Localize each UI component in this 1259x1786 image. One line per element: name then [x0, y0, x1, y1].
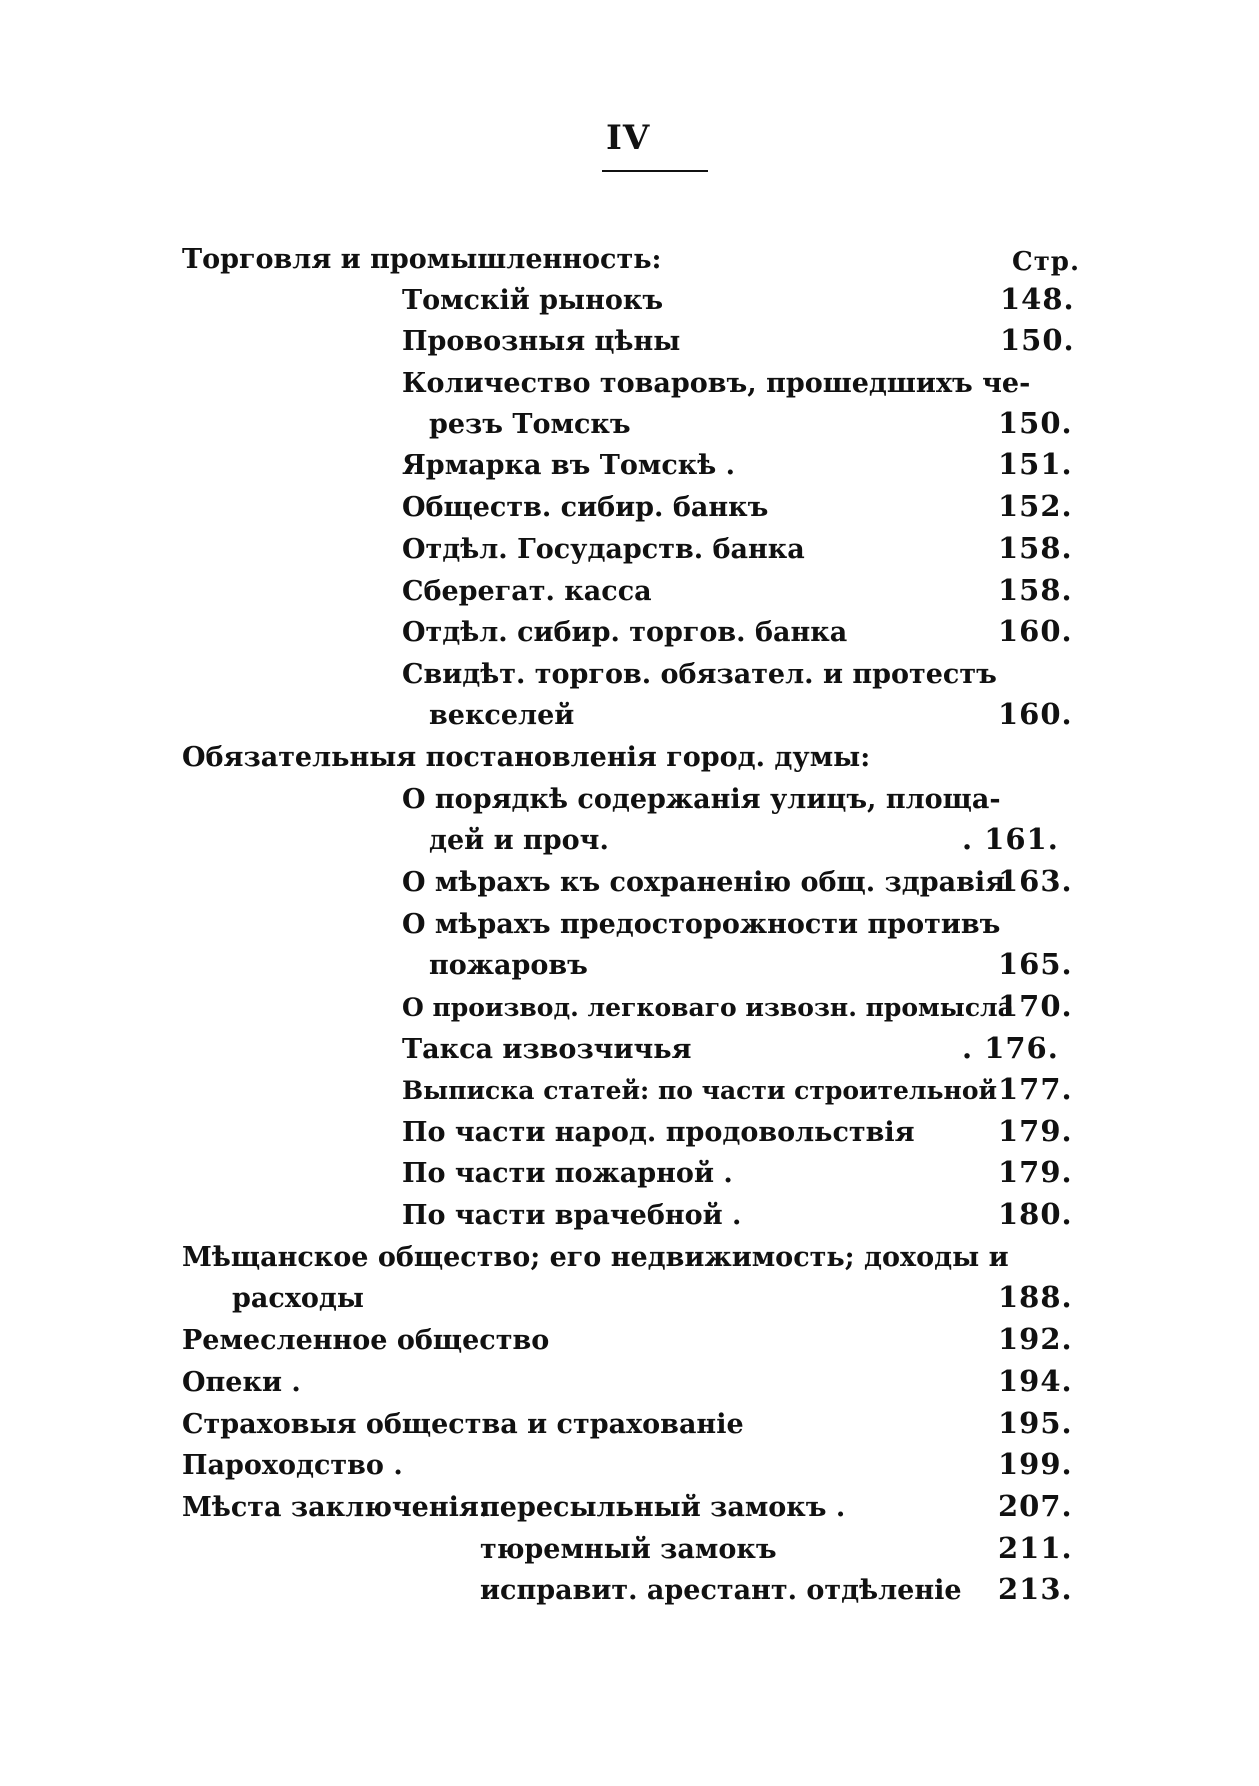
- toc-entry-page: 148.: [1000, 282, 1075, 316]
- toc-entry-text-cont: расходы: [232, 1283, 364, 1314]
- toc-entry-page: 211.: [998, 1531, 1073, 1565]
- toc-entry-text: По части народ. продовольствія: [402, 1117, 915, 1148]
- toc-entry-page: 177.: [998, 1072, 1073, 1106]
- toc-entry-page: 170.: [998, 989, 1073, 1023]
- toc-entry-page: 163.: [998, 864, 1073, 898]
- toc-entry-page: 158.: [998, 573, 1073, 607]
- toc-entry-page: 194.: [998, 1364, 1073, 1398]
- toc-entry-text: По части врачебной .: [402, 1200, 742, 1231]
- toc-entry-text: Ярмарка въ Томскѣ .: [402, 450, 736, 481]
- toc-entry-text: Пароходство .: [182, 1450, 403, 1481]
- toc-entry-text-cont: пожаровъ: [429, 950, 588, 981]
- toc-entry-text-cont: векселей: [429, 700, 575, 731]
- page-number-rule: [602, 170, 708, 172]
- toc-entry-text: Свидѣт. торгов. обязател. и протестъ: [402, 659, 997, 690]
- toc-entry-text: Опеки .: [182, 1367, 301, 1398]
- toc-entry-page: 150.: [1000, 323, 1075, 357]
- toc-entry-text: О порядкѣ содержанія улицъ, площа-: [402, 784, 1001, 815]
- toc-entry-page: . 176.: [962, 1031, 1059, 1065]
- toc-entry-text: Страховыя общества и страхованіе: [182, 1409, 744, 1440]
- toc-entry-page: 179.: [998, 1155, 1073, 1189]
- toc-entry-page: 195.: [998, 1406, 1073, 1440]
- toc-entry-text: По части пожарной .: [402, 1158, 733, 1189]
- toc-entry-page: 152.: [998, 489, 1073, 523]
- toc-entry-text: Провозныя цѣны: [402, 326, 681, 357]
- toc-entry-text: Отдѣл. Государств. банка: [402, 534, 805, 565]
- toc-entry-text: тюремный замокъ: [480, 1534, 777, 1565]
- toc-entry-text: Томскій рынокъ: [402, 285, 664, 316]
- toc-entry-page: 207.: [998, 1489, 1073, 1523]
- toc-entry-text-cont: дей и проч.: [429, 825, 609, 856]
- section-heading-ordinances: Обязательныя постановленія город. думы:: [182, 742, 871, 773]
- toc-entry-page: . 161.: [962, 822, 1059, 856]
- toc-entry-text: О мѣрахъ предосторожности противъ: [402, 909, 1001, 940]
- section-heading-prisons: Мѣста заключенія:: [182, 1492, 489, 1523]
- toc-entry-text: Отдѣл. сибир. торгов. банка: [402, 617, 848, 648]
- toc-entry-text: Такса извозчичья: [402, 1034, 692, 1065]
- toc-entry-text: О мѣрахъ къ сохраненію общ. здравія: [402, 867, 1006, 898]
- toc-entry-text-cont: резъ Томскъ: [429, 409, 631, 440]
- page-number: IV: [606, 118, 651, 158]
- toc-entry-text: пересыльный замокъ .: [480, 1492, 846, 1523]
- toc-entry-page: 160.: [998, 614, 1073, 648]
- toc-entry-page: 188.: [998, 1280, 1073, 1314]
- toc-entry-page: 158.: [998, 531, 1073, 565]
- toc-entry-page: 150.: [998, 406, 1073, 440]
- toc-entry-text: Ремесленное общество: [182, 1325, 550, 1356]
- section-heading-trade: Торговля и промышленность:: [182, 244, 662, 275]
- toc-entry-text: Сберегат. касса: [402, 576, 652, 607]
- toc-entry-page: 192.: [998, 1322, 1073, 1356]
- toc-entry-page: 180.: [998, 1197, 1073, 1231]
- toc-entry-page: 213.: [998, 1572, 1073, 1606]
- toc-entry-page: 151.: [998, 447, 1073, 481]
- toc-entry-page: 160.: [998, 697, 1073, 731]
- toc-entry-text: О производ. легковаго извозн. промысла: [402, 993, 1014, 1022]
- toc-entry-text: Мѣщанское общество; его недвижимость; доходы и: [182, 1242, 1009, 1273]
- toc-entry-page: 165.: [998, 947, 1073, 981]
- toc-entry-text: Обществ. сибир. банкъ: [402, 492, 769, 523]
- toc-entry-page: 199.: [998, 1447, 1073, 1481]
- page-column-label: Стр.: [1012, 247, 1081, 277]
- toc-entry-text: Количество товаровъ, прошедшихъ че-: [402, 368, 1031, 399]
- toc-entry-text: Выписка статей: по части строительной: [402, 1076, 998, 1105]
- toc-entry-page: 179.: [998, 1114, 1073, 1148]
- toc-entry-text: исправит. арестант. отдѣленіе: [480, 1575, 962, 1606]
